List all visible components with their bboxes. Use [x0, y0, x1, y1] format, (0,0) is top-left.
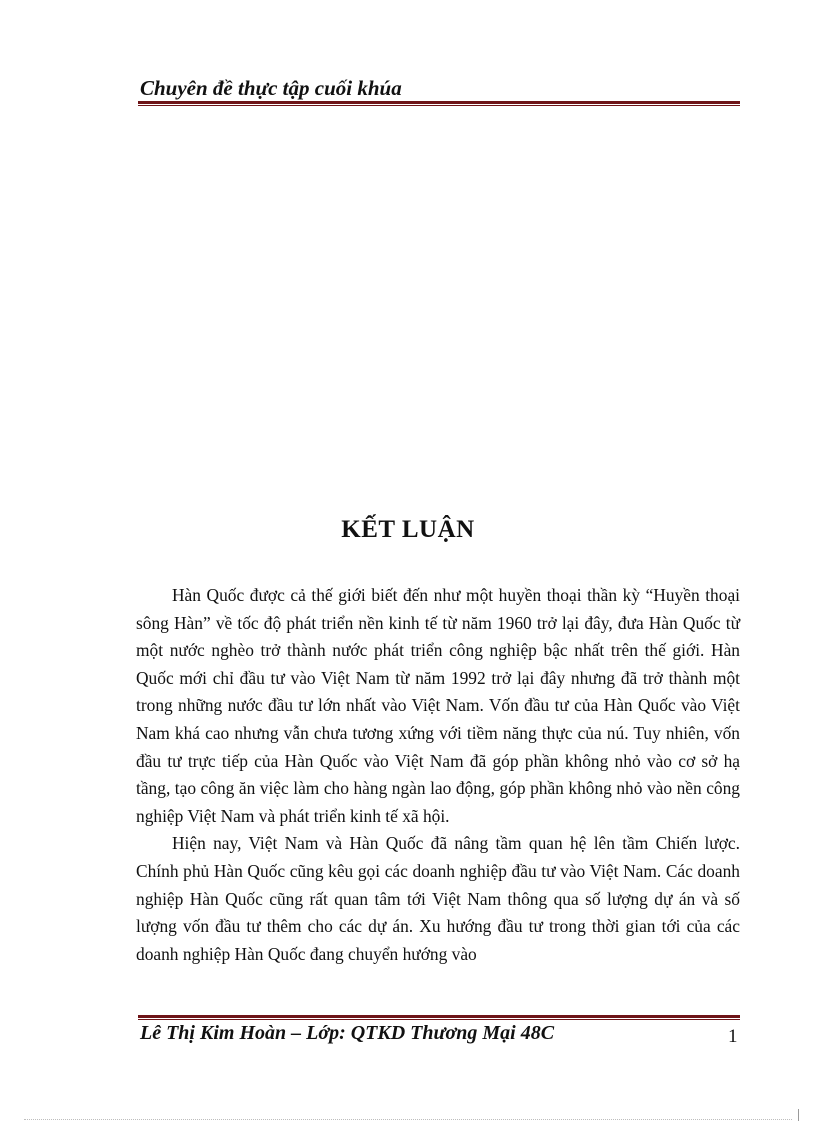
page-number: 1 [728, 1026, 738, 1047]
page-edge-divider [24, 1119, 792, 1120]
body-text [136, 582, 740, 968]
footer-rule [138, 1015, 740, 1020]
paragraph-1: Hàn Quốc được cả thế giới biết đến như một huyền thoại thần kỳ “Huyền thoại sông Hàn” về tốc độ phát triển nền kinh tế từ năm 1960 trở lại đây, đưa Hàn Quốc từ một nước nghèo trở thành nước phát triển công nghiệp bậc nhất trên thế giới. Hàn Quốc mới chỉ đầu tư vào Việt Nam từ năm 1992 trở lại đây nhưng đã trở thành một trong những nước đầu tư lớn nhất vào Việt Nam. Vốn đầu tư của Hàn Quốc vào Việt Nam khá cao nhưng vẫn chưa tương xứng với tiềm năng thực của nú. Tuy nhiên, vốn đầu tư trực tiếp của Hàn Quốc vào Việt Nam đã góp phần không nhỏ vào cơ sở hạ tầng, tạo công ăn việc làm cho hàng ngàn lao động, góp phần không nhỏ vào nền công nghiệp Việt Nam và phát triển kinh tế xã hội. [136, 585, 740, 826]
paragraph-2: Hiện nay, Việt Nam và Hàn Quốc đã nâng tầm quan hệ lên tầm Chiến lược. Chính phủ Hàn Quốc cũng kêu gọi các doanh nghiệp đầu tư vào Việt Nam. Các doanh nghiệp Hàn Quốc cũng rất quan tâm tới Việt Nam thông qua số lượng dự án và số lượng vốn đầu tư thêm cho các dự án. Xu hướng đầu tư trong thời gian tới của các doanh nghiệp Hàn Quốc đang chuyển hướng vào [136, 833, 740, 964]
footer-rule-thin-line [138, 1019, 740, 1020]
page-edge-mark [798, 1109, 799, 1121]
section-heading: KẾT LUẬN [341, 516, 475, 543]
header-title: Chuyên đề thực tập cuối khúa [140, 76, 402, 100]
header-rule [138, 101, 740, 106]
footer-author: Lê Thị Kim Hoàn – Lớp: QTKD Thương Mại 48C [140, 1022, 555, 1044]
header-rule-thin-line [138, 105, 740, 106]
